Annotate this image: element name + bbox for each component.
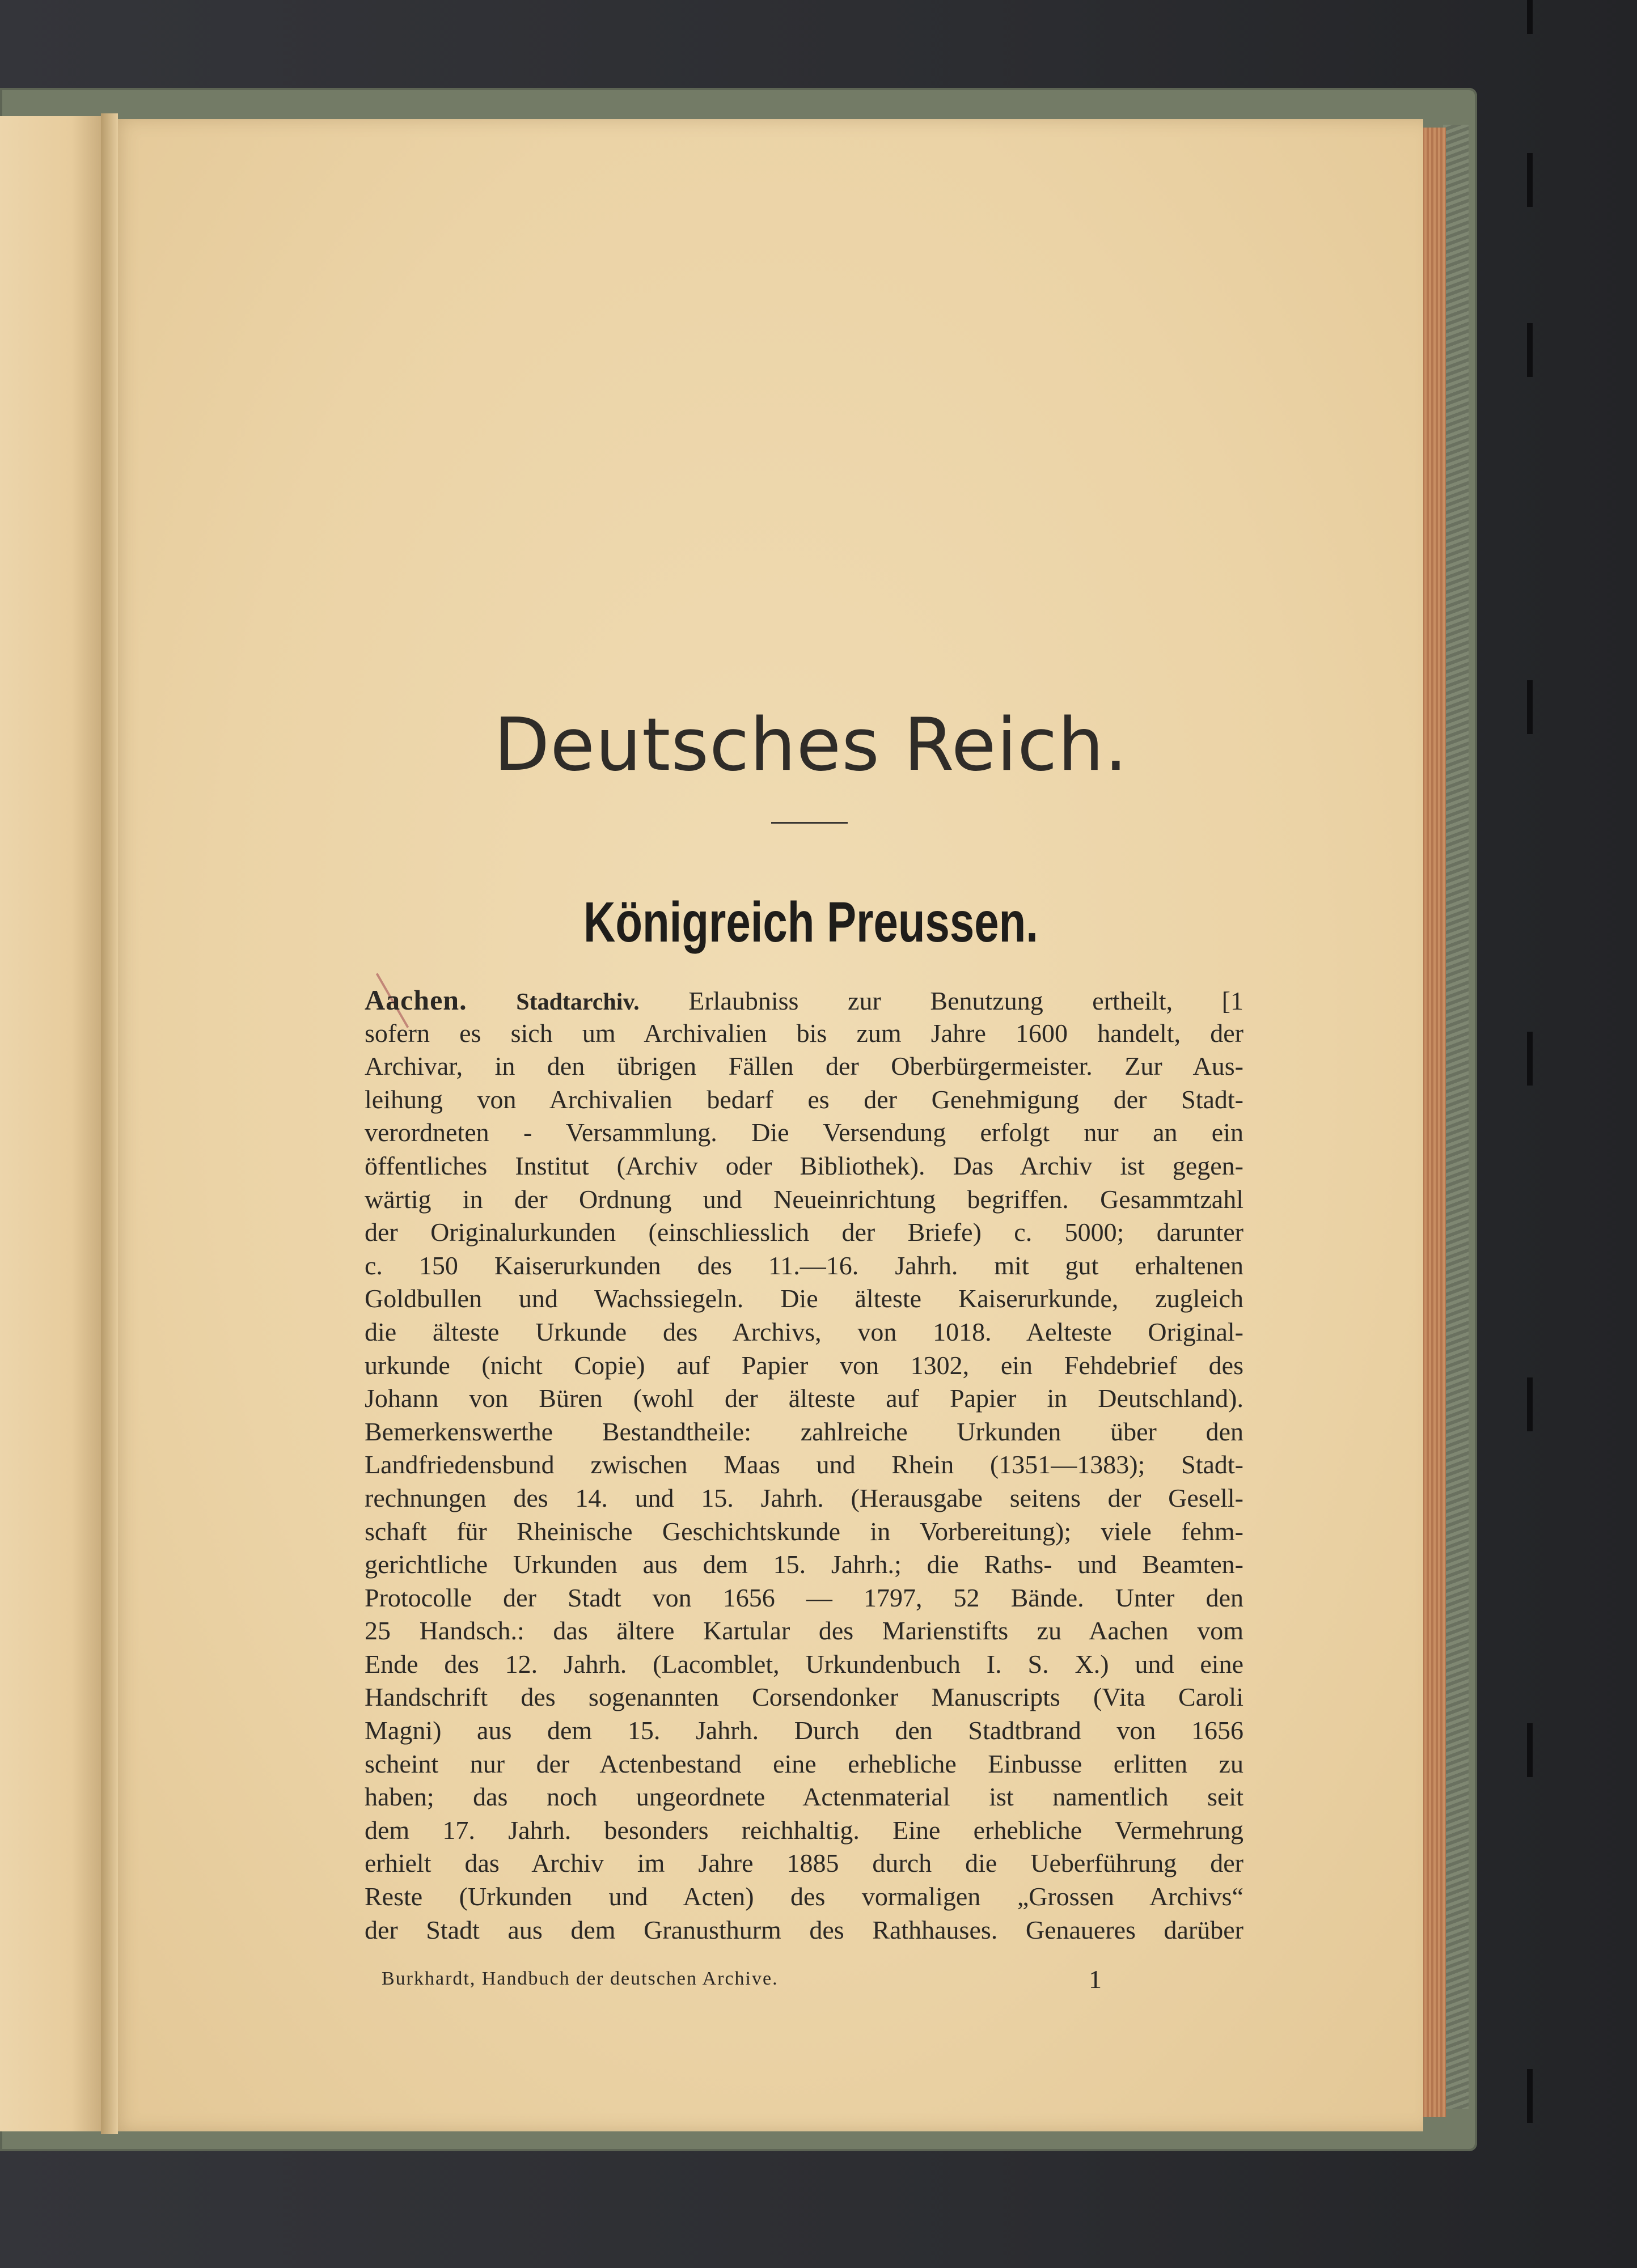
text-line: Magni) aus dem 15. Jahrh. Durch den Stadtbrand von 1656 [365,1716,1243,1745]
text-line: Handschrift des sogenannten Corsendonker Manuscripts (Vita Caroli [365,1682,1243,1712]
entry-archive: Stadtarchiv. [516,989,640,1015]
ruler-tick [1527,2069,1533,2123]
section-heading: Königreich Preussen. [583,891,1038,954]
page-number: 1 [1089,1965,1102,1994]
text-line: Reste (Urkunden und Acten) des vormaligen „Grossen Archivs“ [365,1882,1243,1911]
text-line: Bemerkenswerthe Bestandtheile: zahlreiche Urkunden über den [365,1417,1243,1446]
cover-edge [1443,125,1469,2109]
text-line: haben; das noch ungeordnete Actenmaterial ist namentlich seit [365,1782,1243,1812]
page-title: Deutsches Reich. [493,703,1128,787]
text-line: dem 17. Jahrh. besonders reichhaltig. Eine erhebliche Vermehrung [365,1815,1243,1845]
text-line: die älteste Urkunde des Archivs, von 1018. Aelteste Original- [365,1317,1243,1346]
ruler-tick [1527,1377,1533,1431]
text-line: der Originalurkunden (einschliesslich der Briefe) c. 5000; darunter [365,1218,1243,1247]
text-line: c. 150 Kaiserurkunden des 11.—16. Jahrh. mit gut erhaltenen [365,1250,1243,1280]
text-line: leihung von Archivalien bedarf es der Genehmigung der Stadt- [365,1084,1243,1114]
text-line: Johann von Büren (wohl der älteste auf Papier in Deutschland). [365,1384,1243,1413]
text-line: gerichtliche Urkunden aus dem 15. Jahrh.; die Raths- und Beamten- [365,1550,1243,1579]
ruler-tick [1527,680,1533,734]
ruler-tick [1527,0,1533,34]
text-line: Protocolle der Stadt von 1656 — 1797, 52 Bände. Unter den [365,1583,1243,1612]
book-page [111,119,1423,2131]
body-paragraph [365,983,1243,1947]
text-line: der Stadt aus dem Granusthurm des Rathhauses. Genaueres darüber [365,1915,1243,1944]
text-line: verordneten - Versammlung. Die Versendung erfolgt nur an ein [365,1118,1243,1147]
ruler-tick [1527,323,1533,377]
text-line: Landfriedensbund zwischen Maas und Rhein (1351—1383); Stadt- [365,1450,1243,1480]
book-gutter [101,113,118,2134]
text-line: urkunde (nicht Copie) auf Papier von 1302, ein Fehdebrief des [365,1350,1243,1380]
text-line: scheint nur der Actenbestand eine erhebliche Einbusse erlitten zu [365,1749,1243,1778]
text-line: 25 Handsch.: das ältere Kartular des Marienstifts zu Aachen vom [365,1616,1243,1646]
page-footer: Burkhardt, Handbuch der deutschen Archive. [382,1968,779,1989]
text-line: Ende des 12. Jahrh. (Lacomblet, Urkundenbuch I. S. X.) und eine [365,1649,1243,1678]
ruler-tick [1527,153,1533,207]
text-line-rest: Erlaubniss zur Benutzung ertheilt, [1 [639,986,1243,1015]
text-line: rechnungen des 14. und 15. Jahrh. (Herausgabe seitens der Gesell- [365,1483,1243,1512]
title-divider [771,822,848,824]
left-page [0,116,102,2131]
text-line: Goldbullen und Wachssiegeln. Die älteste Kaiserurkunde, zugleich [365,1284,1243,1313]
text-line: Archivar, in den übrigen Fällen der Oberbürgermeister. Zur Aus- [365,1052,1243,1081]
ruler-tick [1527,1723,1533,1777]
text-line [365,983,1243,1017]
text-line: öffentliches Institut (Archiv oder Bibliothek). Das Archiv ist gegen- [365,1151,1243,1180]
text-line: sofern es sich um Archivalien bis zum Jahre 1600 handelt, der [365,1018,1243,1048]
text-line: erhielt das Archiv im Jahre 1885 durch die Ueberführung der [365,1849,1243,1878]
ruler-tick [1527,1032,1533,1086]
text-line: schaft für Rheinische Geschichtskunde in Vorbereitung); viele fehm- [365,1516,1243,1546]
entry-place: Aachen. [365,984,467,1016]
text-line: wärtig in der Ordnung und Neueinrichtung begriffen. Gesammtzahl [365,1184,1243,1214]
